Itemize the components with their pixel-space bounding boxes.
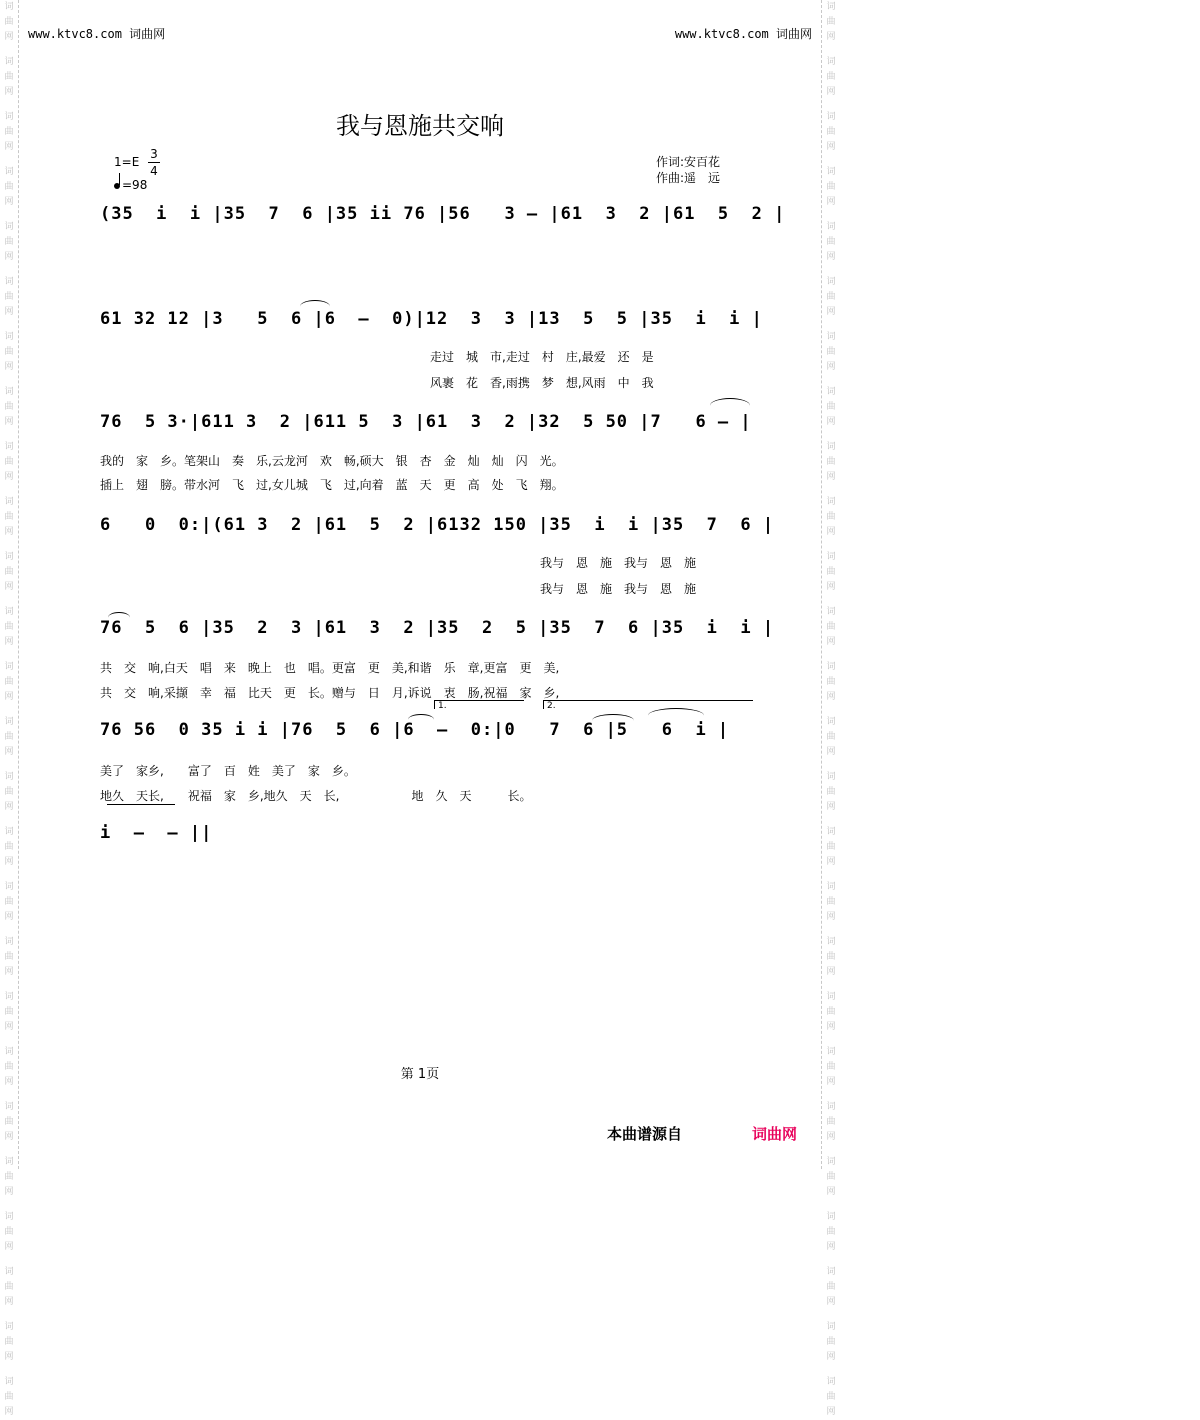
side-watermark-block xyxy=(0,440,18,485)
side-watermark-char: 词 xyxy=(4,112,14,122)
side-watermark-char: 网 xyxy=(4,1022,14,1032)
side-watermark-char: 曲 xyxy=(826,127,836,137)
side-watermark-char: 网 xyxy=(4,252,14,262)
side-watermark-char: 词 xyxy=(826,497,836,507)
side-watermark-block xyxy=(822,1320,840,1365)
side-watermark-char: 曲 xyxy=(826,457,836,467)
side-watermark-char: 曲 xyxy=(4,457,14,467)
key-signature: 1=E xyxy=(114,155,140,169)
side-watermark-char: 词 xyxy=(826,112,836,122)
side-watermark-char: 网 xyxy=(4,472,14,482)
side-watermark-block xyxy=(822,440,840,485)
side-watermark-char: 曲 xyxy=(4,567,14,577)
lyrics-line-6-verse-2: 地久 天长, 祝福 家 乡,地久 天 长, 地 久 天 长。 xyxy=(100,789,532,803)
side-watermark-char: 网 xyxy=(826,307,836,317)
side-watermark-char: 网 xyxy=(4,307,14,317)
side-watermark-char: 词 xyxy=(826,1377,836,1387)
side-watermark-char: 网 xyxy=(4,912,14,922)
side-watermark-char: 网 xyxy=(4,857,14,867)
side-watermark-char: 网 xyxy=(4,87,14,97)
side-watermark-block xyxy=(822,660,840,705)
side-watermark-char: 曲 xyxy=(826,292,836,302)
side-watermark-char: 网 xyxy=(826,857,836,867)
side-watermark-block xyxy=(822,0,840,45)
side-watermark-char: 词 xyxy=(826,607,836,617)
side-watermark-char: 曲 xyxy=(826,952,836,962)
side-watermark-block xyxy=(0,275,18,320)
side-watermark-char: 网 xyxy=(4,1352,14,1362)
volta-first-ending: 1. xyxy=(434,700,524,709)
side-watermark-char: 词 xyxy=(4,882,14,892)
side-watermark-block xyxy=(0,55,18,100)
side-watermark-char: 曲 xyxy=(4,1007,14,1017)
side-watermark-char: 曲 xyxy=(4,1172,14,1182)
side-watermark-char: 网 xyxy=(826,1132,836,1142)
side-watermark-char: 网 xyxy=(826,472,836,482)
side-watermark-block xyxy=(822,220,840,265)
side-watermark-char: 曲 xyxy=(826,1227,836,1237)
side-watermark-char: 词 xyxy=(4,2,14,12)
side-watermark-char: 曲 xyxy=(826,732,836,742)
side-watermark-char: 词 xyxy=(4,937,14,947)
side-watermark-char: 曲 xyxy=(4,952,14,962)
side-watermark-char: 曲 xyxy=(826,512,836,522)
side-watermark-char: 词 xyxy=(826,442,836,452)
side-watermark-char: 词 xyxy=(826,992,836,1002)
side-watermark-char: 网 xyxy=(826,142,836,152)
side-watermark-char: 曲 xyxy=(826,72,836,82)
side-watermark-char: 曲 xyxy=(4,347,14,357)
score-line-5: 76 5 6 |35 2 3 |61 3 2 |35 2 5 |35 7 6 |35 i i | xyxy=(100,618,775,638)
side-watermark-char: 曲 xyxy=(826,897,836,907)
side-watermark-char: 网 xyxy=(826,967,836,977)
side-watermark-char: 网 xyxy=(4,582,14,592)
side-watermark-char: 词 xyxy=(4,57,14,67)
side-watermark-block xyxy=(0,1320,18,1365)
side-watermark-char: 词 xyxy=(826,167,836,177)
side-watermark-char: 曲 xyxy=(4,182,14,192)
side-watermark-char: 曲 xyxy=(4,677,14,687)
side-watermark-char: 曲 xyxy=(826,677,836,687)
side-watermark-char: 网 xyxy=(4,1297,14,1307)
side-watermark-char: 曲 xyxy=(826,402,836,412)
side-watermark-char: 词 xyxy=(4,442,14,452)
side-watermark-block xyxy=(822,275,840,320)
side-watermark-char: 网 xyxy=(826,417,836,427)
side-watermark-char: 网 xyxy=(826,252,836,262)
side-watermark-char: 词 xyxy=(826,827,836,837)
side-watermark-char: 曲 xyxy=(826,1337,836,1347)
tie-arc xyxy=(592,714,634,727)
song-title: 我与恩施共交响 xyxy=(336,112,504,140)
lyrics-line-2-verse-1: 走过 城 市,走过 村 庄,最爱 还 是 xyxy=(430,350,654,364)
side-watermark-block xyxy=(0,825,18,870)
side-watermark-block xyxy=(822,935,840,980)
side-watermark-char: 词 xyxy=(826,277,836,287)
side-watermark-char: 网 xyxy=(4,32,14,42)
side-watermark-block xyxy=(0,605,18,650)
side-watermark-block xyxy=(0,385,18,430)
side-watermark-char: 曲 xyxy=(4,1282,14,1292)
side-watermark-block xyxy=(822,880,840,925)
side-watermark-char: 词 xyxy=(826,2,836,12)
side-watermark-char: 曲 xyxy=(826,1172,836,1182)
side-watermark-char: 词 xyxy=(826,222,836,232)
side-watermark-char: 曲 xyxy=(4,1062,14,1072)
side-watermark-char: 网 xyxy=(826,912,836,922)
side-watermark-block xyxy=(0,330,18,375)
side-watermark-char: 网 xyxy=(4,1242,14,1252)
time-signature-top: 3 xyxy=(150,147,158,161)
side-watermark-block xyxy=(0,1265,18,1310)
side-watermark-char: 曲 xyxy=(826,182,836,192)
side-watermark-char: 网 xyxy=(826,87,836,97)
side-watermark-char: 曲 xyxy=(4,842,14,852)
side-watermark-char: 曲 xyxy=(4,512,14,522)
side-watermark-char: 曲 xyxy=(4,1227,14,1237)
side-watermark-char: 词 xyxy=(4,772,14,782)
lyrics-line-2-verse-2: 风裹 花 香,雨携 梦 想,风雨 中 我 xyxy=(430,376,654,390)
side-watermark-block xyxy=(0,1375,18,1420)
side-watermark-char: 曲 xyxy=(4,787,14,797)
side-watermark-block xyxy=(0,165,18,210)
side-watermark-char: 曲 xyxy=(4,1337,14,1347)
side-watermark-char: 网 xyxy=(4,1077,14,1087)
side-watermark-char: 网 xyxy=(826,1407,836,1417)
side-watermark-char: 词 xyxy=(826,1267,836,1277)
side-watermark-char: 网 xyxy=(4,637,14,647)
side-watermark-char: 曲 xyxy=(4,1392,14,1402)
side-watermark-char: 网 xyxy=(4,747,14,757)
side-watermark-char: 网 xyxy=(4,527,14,537)
side-watermark-char: 曲 xyxy=(4,402,14,412)
score-line-6: 76 56 0 35 i i |76 5 6 |6 — 0:|0 7 6 |5 6 i | xyxy=(100,720,730,740)
side-watermark-char: 曲 xyxy=(826,1282,836,1292)
side-watermark-char: 词 xyxy=(4,1322,14,1332)
side-watermark-block xyxy=(822,165,840,210)
side-watermark-char: 词 xyxy=(826,772,836,782)
side-watermark-block xyxy=(0,1210,18,1255)
side-watermark-char: 网 xyxy=(4,967,14,977)
side-watermark-char: 网 xyxy=(826,692,836,702)
time-signature-bottom: 4 xyxy=(148,162,160,179)
side-watermark-char: 网 xyxy=(4,1407,14,1417)
side-watermark-block xyxy=(822,605,840,650)
side-watermark-char: 曲 xyxy=(826,1392,836,1402)
volta-second-ending: 2. xyxy=(543,700,753,709)
side-watermark-block xyxy=(822,1265,840,1310)
side-watermark-char: 词 xyxy=(4,662,14,672)
tie-arc xyxy=(710,398,750,413)
side-watermark-char: 曲 xyxy=(826,17,836,27)
side-watermark-char: 网 xyxy=(826,582,836,592)
side-watermark-block xyxy=(0,880,18,925)
side-watermark-char: 词 xyxy=(4,1157,14,1167)
side-watermark-block xyxy=(822,1375,840,1420)
side-watermark-char: 网 xyxy=(826,802,836,812)
score-line-7: i — — || xyxy=(100,823,213,843)
tie-arc xyxy=(408,714,434,725)
side-watermark-char: 词 xyxy=(826,1212,836,1222)
side-watermark-char: 词 xyxy=(4,607,14,617)
brand-logo: 词曲网 xyxy=(752,1125,798,1143)
side-watermark-char: 词 xyxy=(826,332,836,342)
side-watermark-block xyxy=(0,660,18,705)
side-watermark-char: 词 xyxy=(4,277,14,287)
side-watermark-block xyxy=(822,825,840,870)
side-watermark-char: 网 xyxy=(4,417,14,427)
lyrics-line-6-verse-1: 美了 家乡, 富了 百 姓 美了 家 乡。 xyxy=(100,764,356,778)
lyrics-line-4-verse-1: 我与 恩 施 我与 恩 施 xyxy=(540,556,697,570)
side-watermark-char: 词 xyxy=(4,1047,14,1057)
site-watermark-left: www.ktvc8.com 词曲网 xyxy=(28,27,166,41)
side-watermark-char: 词 xyxy=(826,387,836,397)
side-watermark-block xyxy=(822,1100,840,1145)
side-watermark-block xyxy=(822,55,840,100)
lyrics-line-5-verse-1: 共 交 响,白天 唱 来 晚上 也 唱。更富 更 美,和谐 乐 章,更富 更 美, xyxy=(100,661,560,675)
side-watermark-char: 网 xyxy=(826,197,836,207)
side-watermark-char: 网 xyxy=(826,747,836,757)
score-line-2: 61 32 12 |3 5 6 |6 — 0)|12 3 3 |13 5 5 |35 i i | xyxy=(100,309,763,329)
side-watermark-block xyxy=(822,385,840,430)
side-watermark-char: 词 xyxy=(4,332,14,342)
tempo-value: =98 xyxy=(122,178,148,192)
score-line-1: (35 i i |35 7 6 |35 ii 76 |56 3 — |61 3 2 |61 5 2 | xyxy=(100,204,786,224)
side-watermark-char: 词 xyxy=(4,1267,14,1277)
side-watermark-char: 网 xyxy=(4,197,14,207)
side-watermark-block xyxy=(0,770,18,815)
left-watermark-strip xyxy=(0,0,19,1417)
side-watermark-char: 词 xyxy=(4,387,14,397)
side-watermark-char: 词 xyxy=(826,57,836,67)
side-watermark-char: 曲 xyxy=(4,72,14,82)
side-watermark-char: 曲 xyxy=(826,567,836,577)
side-watermark-char: 网 xyxy=(826,1077,836,1087)
side-watermark-char: 曲 xyxy=(4,292,14,302)
side-watermark-block xyxy=(822,990,840,1035)
side-watermark-block xyxy=(0,935,18,980)
page-number: 第 1页 xyxy=(400,1067,440,1082)
side-watermark-block xyxy=(0,550,18,595)
side-watermark-char: 词 xyxy=(4,992,14,1002)
side-watermark-char: 词 xyxy=(826,662,836,672)
side-watermark-char: 曲 xyxy=(826,347,836,357)
lyricist-credit: 作词:安百花 xyxy=(656,155,721,169)
score-line-3: 76 5 3·|611 3 2 |611 5 3 |61 3 2 |32 5 50 |7 6 — | xyxy=(100,412,752,432)
lyrics-line-5-verse-2: 共 交 响,采撷 幸 福 比天 更 长。赠与 日 月,诉说 衷 肠,祝福 家 乡, xyxy=(100,686,560,700)
side-watermark-block xyxy=(0,1100,18,1145)
side-watermark-block xyxy=(0,990,18,1035)
side-watermark-char: 词 xyxy=(826,1157,836,1167)
side-watermark-char: 曲 xyxy=(4,732,14,742)
side-watermark-char: 网 xyxy=(826,1297,836,1307)
tie-arc xyxy=(648,708,704,723)
side-watermark-char: 词 xyxy=(826,552,836,562)
side-watermark-char: 网 xyxy=(826,527,836,537)
side-watermark-char: 网 xyxy=(4,692,14,702)
side-watermark-char: 词 xyxy=(826,1047,836,1057)
side-watermark-char: 词 xyxy=(826,937,836,947)
side-watermark-char: 曲 xyxy=(826,1007,836,1017)
lyrics-line-4-verse-2: 我与 恩 施 我与 恩 施 xyxy=(540,582,697,596)
side-watermark-char: 网 xyxy=(826,1242,836,1252)
side-watermark-char: 网 xyxy=(826,362,836,372)
side-watermark-char: 网 xyxy=(4,1132,14,1142)
source-label: 本曲谱源自 xyxy=(607,1125,683,1143)
side-watermark-block xyxy=(0,0,18,45)
side-watermark-char: 网 xyxy=(4,1187,14,1197)
side-watermark-block xyxy=(0,220,18,265)
side-watermark-char: 词 xyxy=(4,552,14,562)
side-watermark-block xyxy=(822,715,840,760)
side-watermark-block xyxy=(822,770,840,815)
side-watermark-char: 词 xyxy=(4,167,14,177)
side-watermark-char: 网 xyxy=(826,32,836,42)
quarter-note-icon xyxy=(114,183,120,189)
side-watermark-char: 网 xyxy=(4,362,14,372)
side-watermark-char: 网 xyxy=(826,1022,836,1032)
site-watermark-right: www.ktvc8.com 词曲网 xyxy=(674,27,812,41)
side-watermark-char: 曲 xyxy=(826,1062,836,1072)
tempo-marking xyxy=(114,178,147,192)
side-watermark-char: 词 xyxy=(826,882,836,892)
side-watermark-block xyxy=(822,1210,840,1255)
side-watermark-char: 曲 xyxy=(4,237,14,247)
side-watermark-char: 曲 xyxy=(4,127,14,137)
side-watermark-char: 曲 xyxy=(826,622,836,632)
side-watermark-char: 词 xyxy=(826,717,836,727)
side-watermark-char: 词 xyxy=(4,222,14,232)
side-watermark-char: 网 xyxy=(4,802,14,812)
tie-arc xyxy=(108,612,130,623)
lyrics-line-3-verse-2: 插上 翅 膀。带水河 飞 过,女儿城 飞 过,向着 蓝 天 更 高 处 飞 翔。 xyxy=(100,478,564,492)
side-watermark-char: 曲 xyxy=(826,237,836,247)
side-watermark-char: 词 xyxy=(4,1102,14,1112)
side-watermark-char: 词 xyxy=(4,1377,14,1387)
side-watermark-block xyxy=(822,495,840,540)
lyrics-line-3-verse-1: 我的 家 乡。笔架山 奏 乐,云龙河 欢 畅,硕大 银 杏 金 灿 灿 闪 光。 xyxy=(100,454,564,468)
side-watermark-block xyxy=(822,1155,840,1200)
side-watermark-char: 网 xyxy=(4,142,14,152)
side-watermark-char: 曲 xyxy=(4,897,14,907)
side-watermark-char: 词 xyxy=(4,717,14,727)
side-watermark-char: 曲 xyxy=(4,1117,14,1127)
side-watermark-char: 曲 xyxy=(826,787,836,797)
composer-credit: 作曲:遥 远 xyxy=(656,171,721,185)
side-watermark-char: 词 xyxy=(4,1212,14,1222)
side-watermark-char: 词 xyxy=(4,497,14,507)
side-watermark-char: 网 xyxy=(826,1187,836,1197)
side-watermark-char: 词 xyxy=(826,1322,836,1332)
side-watermark-char: 曲 xyxy=(826,1117,836,1127)
side-watermark-block xyxy=(0,495,18,540)
side-watermark-char: 网 xyxy=(826,1352,836,1362)
time-signature xyxy=(148,146,160,179)
side-watermark-char: 曲 xyxy=(826,842,836,852)
lyric-underline xyxy=(107,804,175,805)
side-watermark-char: 词 xyxy=(826,1102,836,1112)
score-line-4: 6 0 0:|(61 3 2 |61 5 2 |6132 150 |35 i i |35 7 6 | xyxy=(100,515,775,535)
side-watermark-block xyxy=(0,715,18,760)
side-watermark-block xyxy=(0,1155,18,1200)
side-watermark-char: 词 xyxy=(4,827,14,837)
tie-arc xyxy=(300,300,330,313)
side-watermark-char: 网 xyxy=(826,637,836,647)
side-watermark-char: 曲 xyxy=(4,622,14,632)
side-watermark-char: 曲 xyxy=(4,17,14,27)
